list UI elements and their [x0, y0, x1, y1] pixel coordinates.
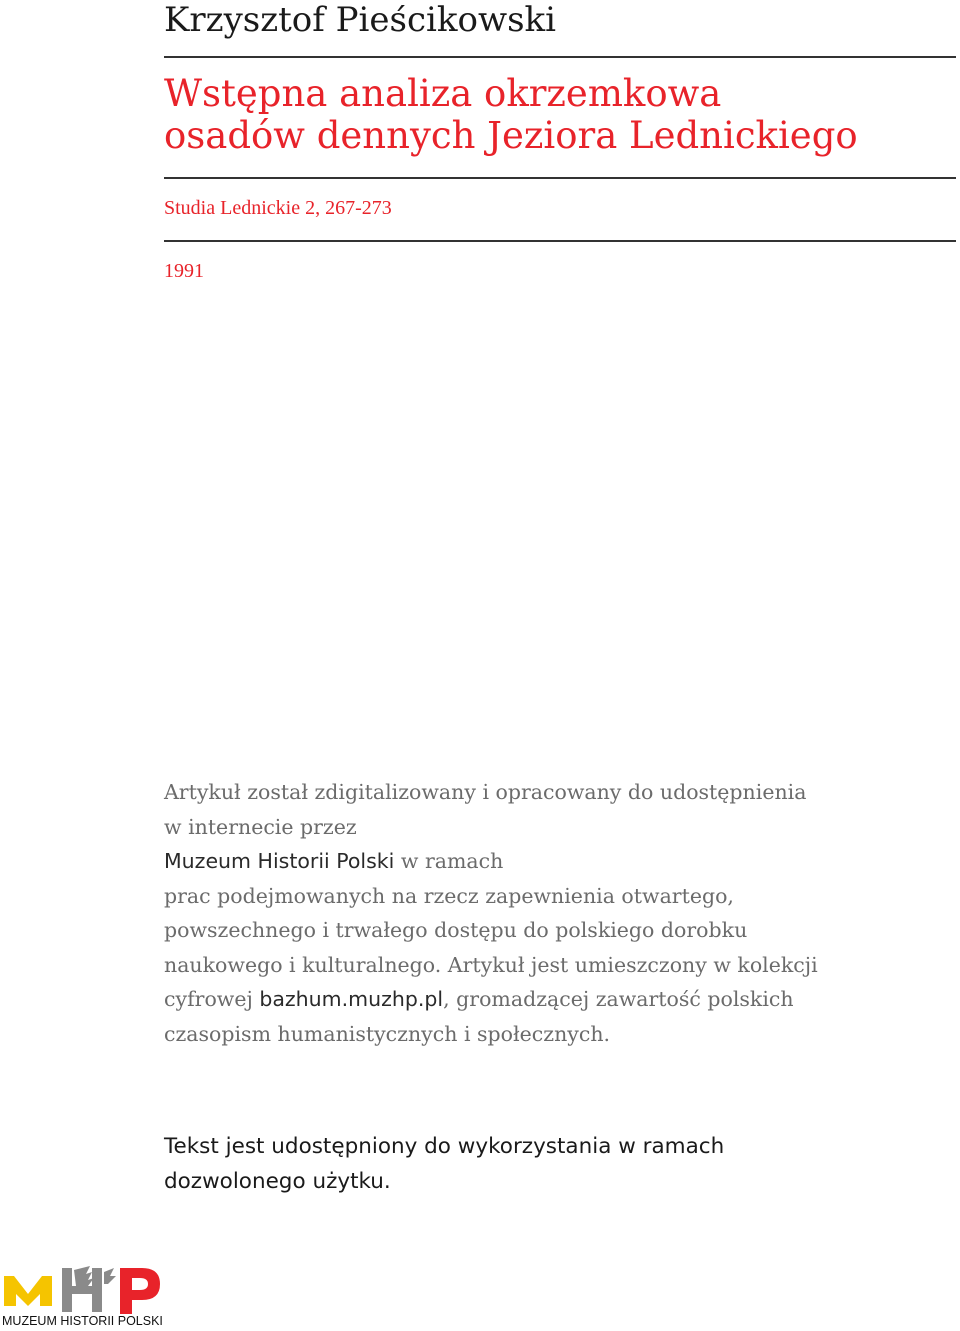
- article-title-line-1: Wstępna analiza okrzemkowa: [164, 72, 722, 115]
- museum-name: Muzeum Historii Polski: [164, 849, 395, 873]
- notice-line: [164, 810, 924, 879]
- notice-line: prac podejmowanych na rzecz zapewnienia otwartego,: [164, 883, 734, 908]
- license-line: dozwolonego użytku.: [164, 1168, 391, 1194]
- publication-year: 1991: [164, 260, 204, 282]
- notice-text: , gromadzącej zawartość polskich: [443, 987, 794, 1011]
- notice-text: cyfrowej: [164, 987, 260, 1011]
- logo-red-mark: [120, 1268, 160, 1314]
- notice-text: w ramach: [394, 849, 504, 873]
- notice-line: czasopism humanistycznych i społecznych.: [164, 1021, 611, 1046]
- divider: [164, 177, 956, 179]
- digitization-notice: [164, 775, 924, 1051]
- license-statement: [164, 1130, 884, 1199]
- logo-caption: MUZEUM HISTORII POLSKI: [2, 1314, 163, 1328]
- divider: [164, 56, 956, 58]
- notice-line: powszechnego i trwałego dostępu do polskiego dorobku: [164, 918, 748, 942]
- notice-line: naukowego i kulturalnego. Artykuł jest umieszczony w kolekcji: [164, 952, 818, 977]
- article-title-line-2: osadów dennych Jeziora Lednickiego: [164, 114, 858, 157]
- logo-gray-mark: [62, 1266, 116, 1312]
- article-title: [164, 73, 858, 157]
- license-line: Tekst jest udostępniony do wykorzystania w ramach: [164, 1134, 725, 1159]
- notice-text: w internecie przez: [164, 814, 357, 839]
- notice-line: [164, 982, 924, 1017]
- journal-source: Studia Lednickie 2, 267-273: [164, 197, 392, 219]
- logo-yellow-mark: [4, 1276, 52, 1306]
- bazhum-link[interactable]: bazhum.muzhp.pl: [259, 987, 444, 1011]
- notice-line: Artykuł został zdigitalizowany i opracowany do udostępnienia: [164, 780, 807, 804]
- author-name: Krzysztof Pieścikowski: [164, 0, 556, 40]
- divider: [164, 240, 956, 242]
